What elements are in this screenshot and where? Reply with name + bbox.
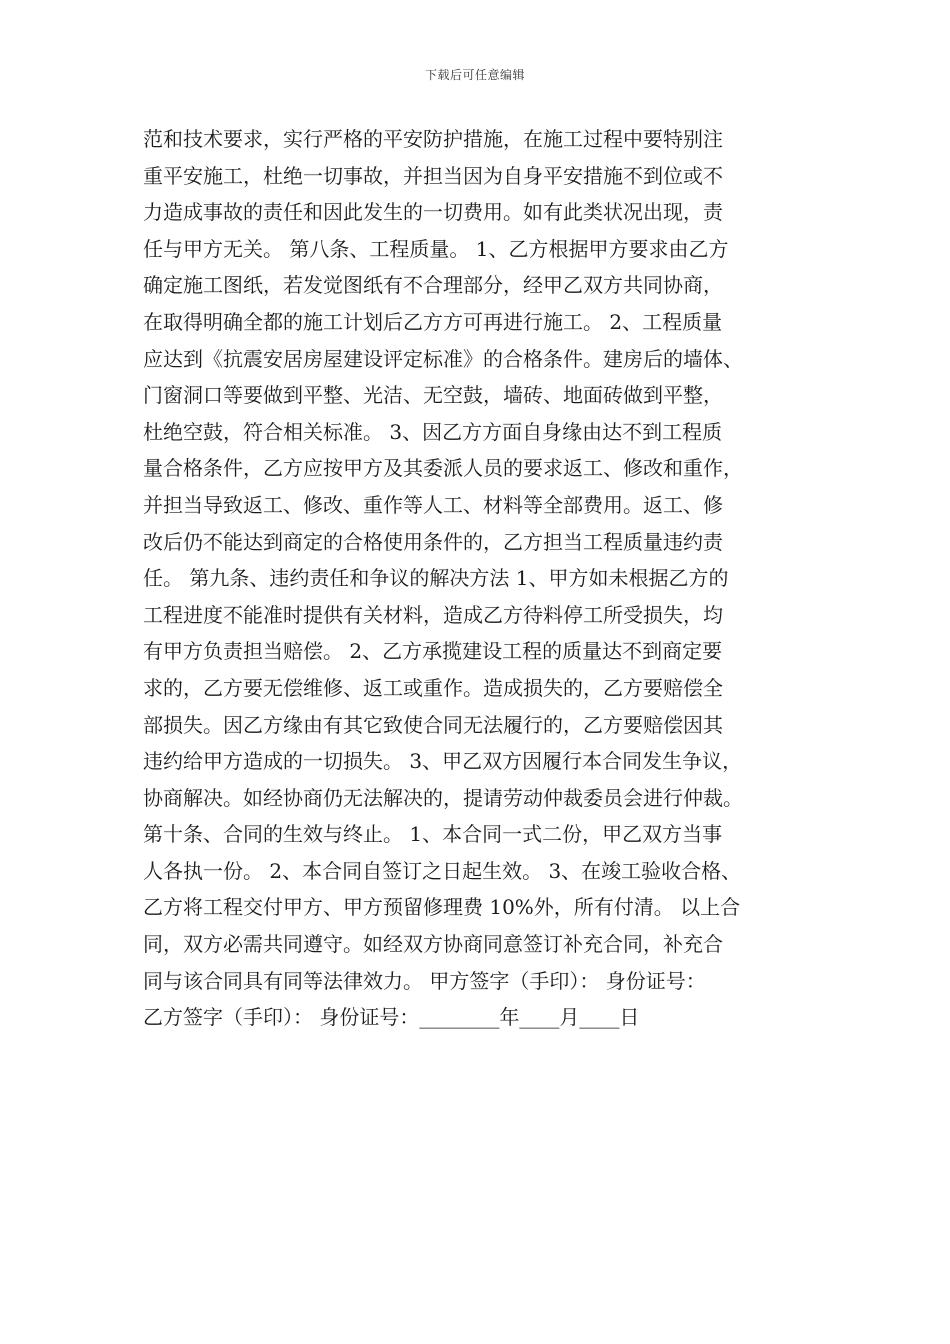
contract-body [143, 121, 823, 1036]
text-line: 有甲方负责担当赔偿。 2、乙方承揽建设工程的质量达不到商定要 [143, 639, 723, 664]
text-line: 第十条、合同的生效与终止。 1、本合同一式二份，甲乙双方当事 [143, 822, 723, 847]
text-line: 确定施工图纸，若发觉图纸有不合理部分，经甲乙双方共同协商， [143, 273, 723, 298]
text-line: 违约给甲方造成的一切损失。 3、甲乙双方因履行本合同发生争议， [143, 749, 743, 774]
text-line: 同，双方必需共同遵守。如经双方协商同意签订补充合同，补充合 [143, 932, 723, 957]
text-line: 人各执一份。 2、本合同自签订之日起生效。 3、在竣工验收合格、 [143, 858, 742, 883]
text-line: 在取得明确全都的施工计划后乙方方可再进行施工。 2、工程质量 [143, 309, 723, 334]
page-header: 下载后可任意编辑 [424, 68, 525, 82]
text-line: 范和技术要求，实行严格的平安防护措施，在施工过程中要特别注 [143, 127, 723, 151]
text-line: 并担当导致返工、修改、重作等人工、材料等全部费用。返工、修 [143, 492, 723, 517]
text-line: 任与甲方无关。 第八条、工程质量。 1、乙方根据甲方要求由乙方 [143, 236, 729, 261]
text-line: 应达到《抗震安居房屋建设评定标准》的合格条件。建房后的墙体、 [143, 346, 743, 371]
text-line: 杜绝空鼓，符合相关标准。 3、因乙方方面自身缘由达不到工程质 [143, 419, 723, 444]
signature-line: 乙方签字（手印）： 身份证号：________年____月____日 [143, 1005, 640, 1030]
text-line: 部损失。因乙方缘由有其它致使合同无法履行的，乙方要赔偿因其 [143, 712, 723, 737]
text-line: 改后仍不能达到商定的合格使用条件的，乙方担当工程质量违约责 [143, 529, 723, 554]
text-line: 乙方将工程交付甲方、甲方预留修理费 10%外，所有付清。 以上合 [143, 895, 741, 920]
text-line: 求的，乙方要无偿维修、返工或重作。造成损失的，乙方要赔偿全 [143, 675, 723, 700]
text-line: 力造成事故的责任和因此发生的一切费用。如有此类状况出现，责 [143, 200, 723, 225]
text-line: 重平安施工，杜绝一切事故，并担当因为自身平安措施不到位或不 [143, 163, 723, 188]
text-line: 同与该合同具有同等法律效力。 甲方签字（手印）： 身份证号： [143, 968, 706, 993]
text-line: 量合格条件，乙方应按甲方及其委派人员的要求返工、修改和重作， [143, 456, 743, 481]
text-line: 工程进度不能准时提供有关材料，造成乙方待料停工所受损失，均 [143, 602, 723, 627]
text-line: 门窗洞口等要做到平整、光洁、无空鼓，墙砖、地面砖做到平整， [143, 383, 723, 408]
text-line: 任。 第九条、违约责任和争议的解决方法 1、甲方如未根据乙方的 [143, 566, 729, 591]
text-line: 协商解决。如经协商仍无法解决的，提请劳动仲裁委员会进行仲裁。 [143, 785, 743, 810]
